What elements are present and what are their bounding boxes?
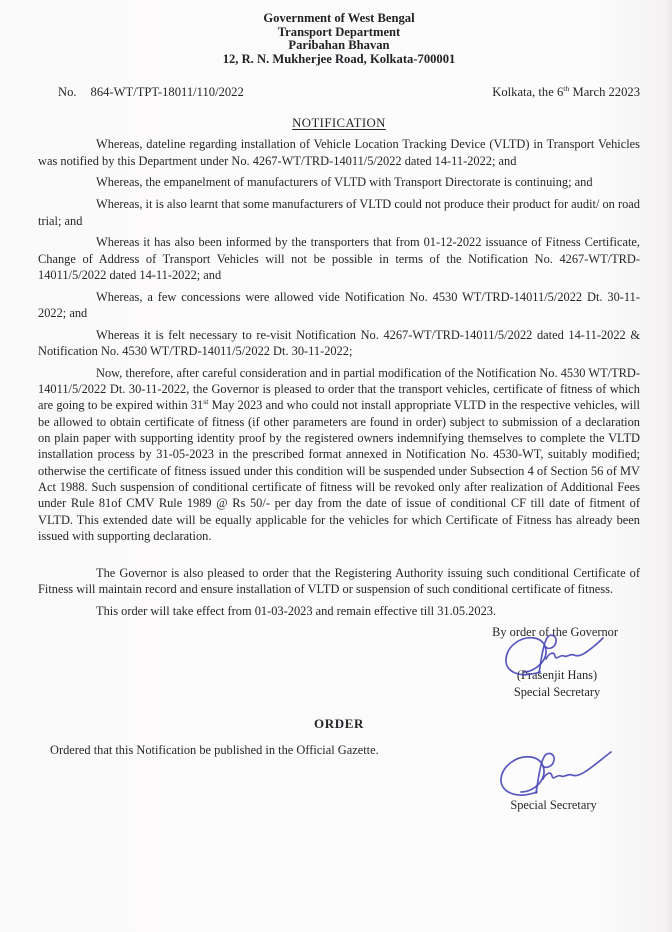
signer-title: Special Secretary xyxy=(513,685,601,700)
notification-heading: NOTIFICATION xyxy=(292,115,386,130)
reference-number xyxy=(38,85,244,100)
letterhead xyxy=(38,12,640,67)
paragraph-whereas-6: Whereas it is felt necessary to re-visit Notification No. 4267-WT/TRD-14011/5/2022 dated 14-11-2022 & Notification No. 4530 WT/TRD-14011/5/2022 Dt. 30-11-2022; xyxy=(38,327,640,359)
signer2-title: Special Secretary xyxy=(510,798,597,812)
order-heading: ORDER xyxy=(314,716,364,732)
paragraph-order-main xyxy=(38,365,640,544)
order-main-part1: Now, therefore, after careful consideration and in partial modification of the Notification No. 4530 WT/TRD-14011/5/2022 Dt. 30-11-2022, the Governor is pleased to order that the transport vehicles, certificate of fitness of which are going to be expired within 31 xyxy=(38,365,640,413)
reference-label: No. xyxy=(58,84,77,99)
signature-2-icon xyxy=(495,746,613,798)
paragraph-effective-dates: This order will take effect from 01-03-2023 and remain effective till 31.05.2023. xyxy=(96,604,497,619)
paragraph-whereas-2: Whereas, the empanelment of manufacturers of VLTD with Transport Directorate is continuing; and xyxy=(96,175,593,190)
paragraph-governor: The Governor is also pleased to order that the Registering Authority issuing such conditional Certificate of Fitness will maintain record and ensure installation of VLTD or suspension of such conditional certificate of fitness. xyxy=(38,566,640,597)
date-prefix: Kolkata, the 6 xyxy=(492,84,564,99)
paragraph-whereas-1: Whereas, dateline regarding installation of Vehicle Location Tracking Device (VLTD) in Transport Vehicles was notified by this Department under No. 4267-WT/TRD-14011/5/2022 dated 14-11-2022; and xyxy=(38,137,640,168)
signature-1-icon xyxy=(500,627,605,679)
paragraph-whereas-4: Whereas it has also been informed by the transporters that from 01-12-2022 issuance of Fitness Certificate, Change of Address of Transport Vehicles will not be possible in terms of the Notification No. 4267-WT/TRD-14011/5/2022 dated 14-11-2022; and xyxy=(38,235,640,282)
letterhead-government: Government of West Bengal xyxy=(263,11,415,25)
order-text: Ordered that this Notification be published in the Official Gazette. xyxy=(50,743,379,758)
reference-value: 864-WT/TPT-18011/110/2022 xyxy=(90,84,244,99)
letterhead-department: Transport Department xyxy=(277,24,401,39)
by-order-line: By order of the Governor xyxy=(492,625,618,640)
paragraph-whereas-5: Whereas, a few concessions were allowed vide Notification No. 4530 WT/TRD-14011/5/2022 Dt. 30-11-2022; and xyxy=(38,289,640,320)
paragraph-whereas-3: Whereas, it is also learnt that some manufacturers of VLTD could not produce their product for audit/ on road trial; and xyxy=(38,197,640,228)
letterhead-building: Paribahan Bhavan xyxy=(288,38,390,53)
order-main-superscript: st xyxy=(203,397,209,407)
signer-name: (Prasenjit Hans) xyxy=(516,668,598,683)
date-suffix: March 22023 xyxy=(569,84,640,99)
signature-block-1 xyxy=(482,667,632,701)
reference-row xyxy=(38,85,640,100)
date-ordinal-superscript: th xyxy=(563,83,570,93)
place-date xyxy=(492,85,640,100)
order-main-part2: May 2023 and who could not install appropriate VLTD in the respective vehicles, will be allowed to obtain certificate of fitness (if other parameters are found in order) subject to submission of a declaration on plain paper with supporting identity proof by the registered owners indemnifying themselves to complete the VLTD installation process by 31-05-2023 in the prescribed format annexed in Notification No. 4530-WT, suitably modified; otherwise the certificate of fitness issued under this condition will be suspended under Subsection 4 of Section 56 of MV Act 1988. Such suspension of conditional certificate of fitness will be revoked only after realization of Additional Fees under Rule 81of CMV Rule 1989 @ Rs 50/- per day from the date of issue of conditional CF till date of fitment of VLTD. This extended date will be equally applicable for the vehicles for which Certificate of Fitness has already been issued with supporting declaration. xyxy=(38,398,640,543)
signature-block-2 xyxy=(471,746,636,813)
letterhead-address: 12, R. N. Mukherjee Road, Kolkata-700001 xyxy=(222,52,456,67)
